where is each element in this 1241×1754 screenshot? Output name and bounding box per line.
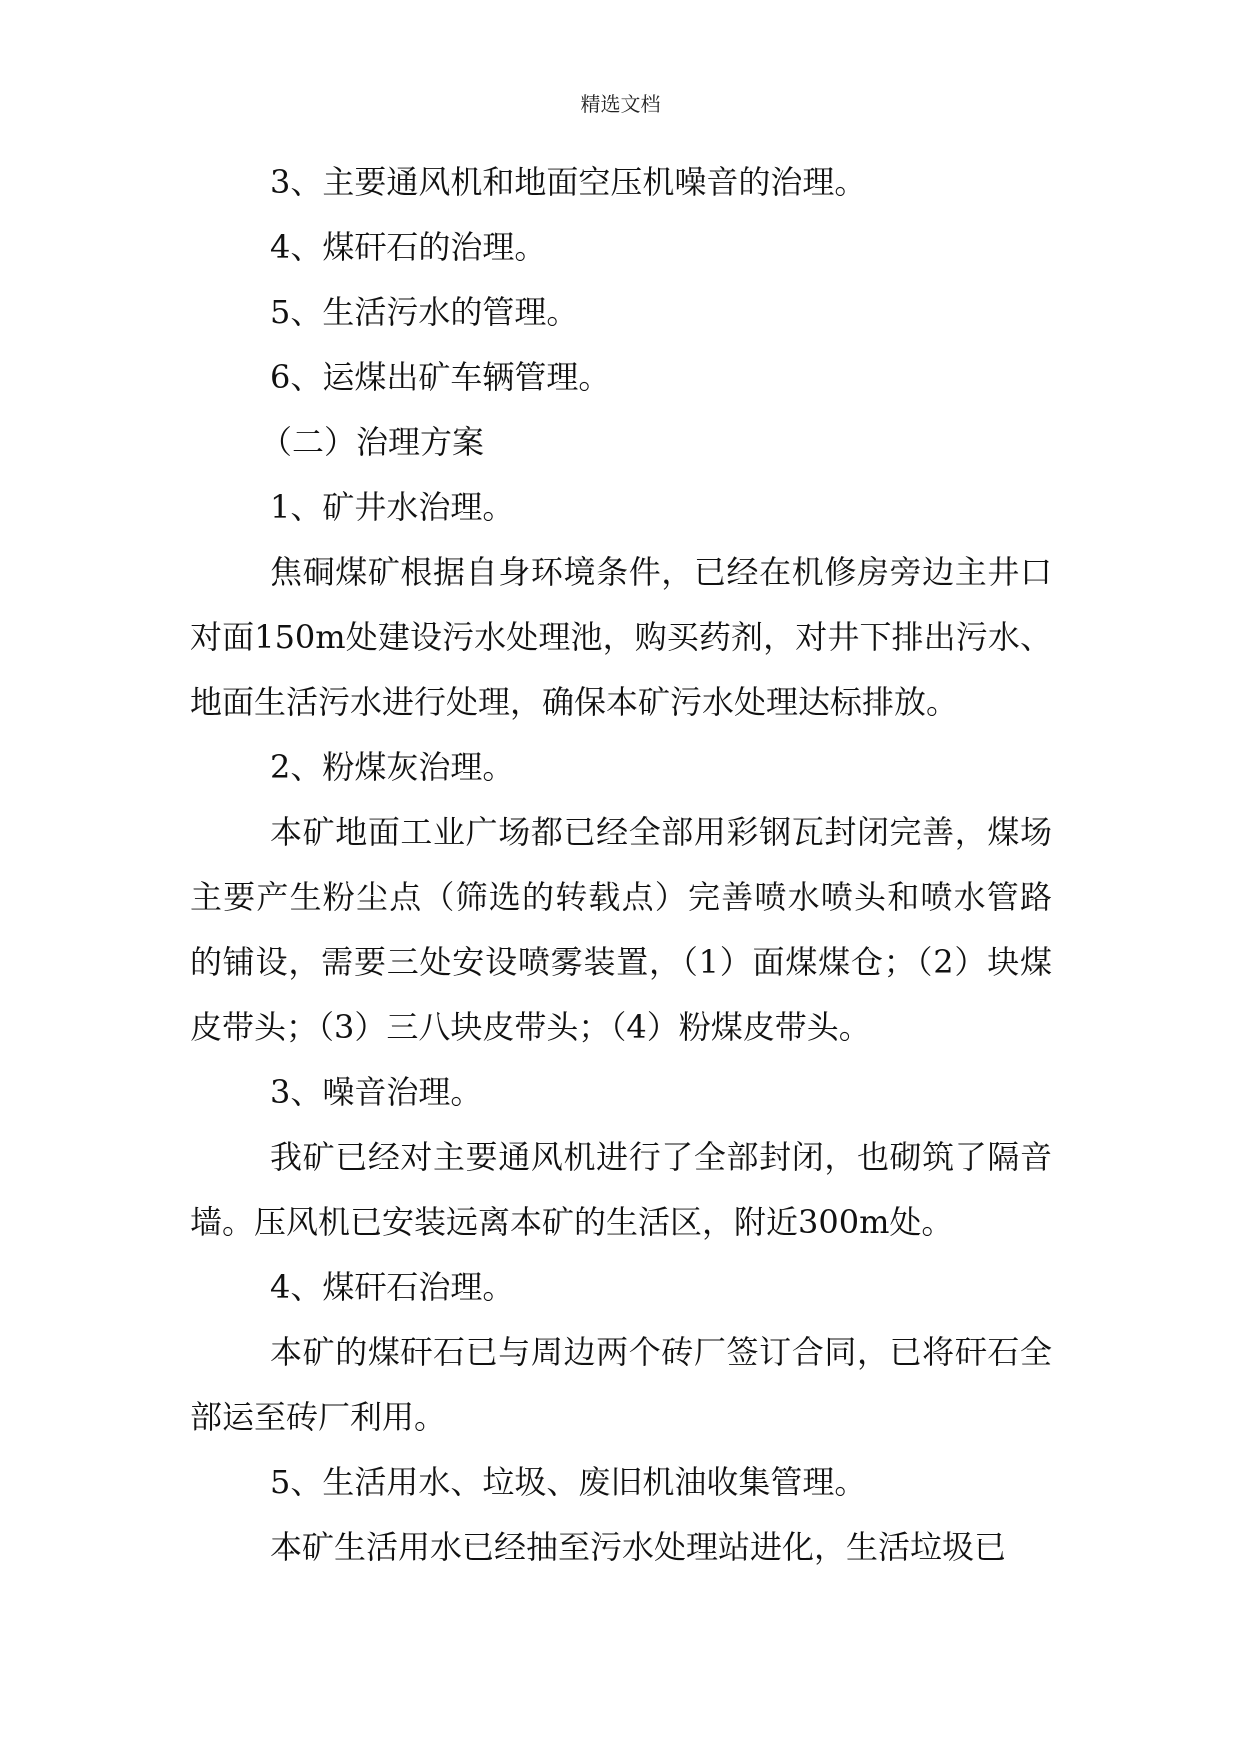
paragraph-gangue: 本矿的煤矸石已与周边两个砖厂签订合同，已将矸石全部运至砖厂利用。	[190, 1333, 1052, 1436]
document-body	[190, 150, 1052, 1580]
subheading-gangue: 4、煤矸石治理。	[270, 1268, 515, 1306]
subheading-mine-water: 1、矿井水治理。	[270, 488, 515, 526]
subheading-noise: 3、噪音治理。	[270, 1073, 483, 1111]
paragraph-fly-ash: 本矿地面工业广场都已经全部用彩钢瓦封闭完善，煤场主要产生粉尘点（筛选的转载点）完善喷水喷头和喷水管路的铺设，需要三处安设喷雾装置，（1）面煤煤仓；（2）块煤皮带头；（3）三八块皮带头；（4）粉煤皮带头。	[190, 813, 1052, 1046]
section-heading: （二）治理方案	[260, 423, 485, 461]
paragraph-item-5: 5、生活污水的管理。	[270, 293, 579, 331]
paragraph-item-4: 4、煤矸石的治理。	[270, 228, 547, 266]
page-header: 精选文档	[580, 92, 661, 116]
paragraph-domestic: 本矿生活用水已经抽至污水处理站进化，生活垃圾已	[270, 1528, 1007, 1566]
paragraph-item-6: 6、运煤出矿车辆管理。	[270, 358, 611, 396]
paragraph-noise: 我矿已经对主要通风机进行了全部封闭，也砌筑了隔音墙。压风机已安装远离本矿的生活区，附近300m处。	[190, 1138, 1052, 1241]
subheading-domestic: 5、生活用水、垃圾、废旧机油收集管理。	[270, 1463, 867, 1501]
paragraph-mine-water: 焦硐煤矿根据自身环境条件，已经在机修房旁边主井口对面150m处建设污水处理池，购买药剂，对井下排出污水、地面生活污水进行处理，确保本矿污水处理达标排放。	[190, 553, 1052, 721]
paragraph-item-3: 3、主要通风机和地面空压机噪音的治理。	[270, 163, 867, 201]
subheading-fly-ash: 2、粉煤灰治理。	[270, 748, 515, 786]
